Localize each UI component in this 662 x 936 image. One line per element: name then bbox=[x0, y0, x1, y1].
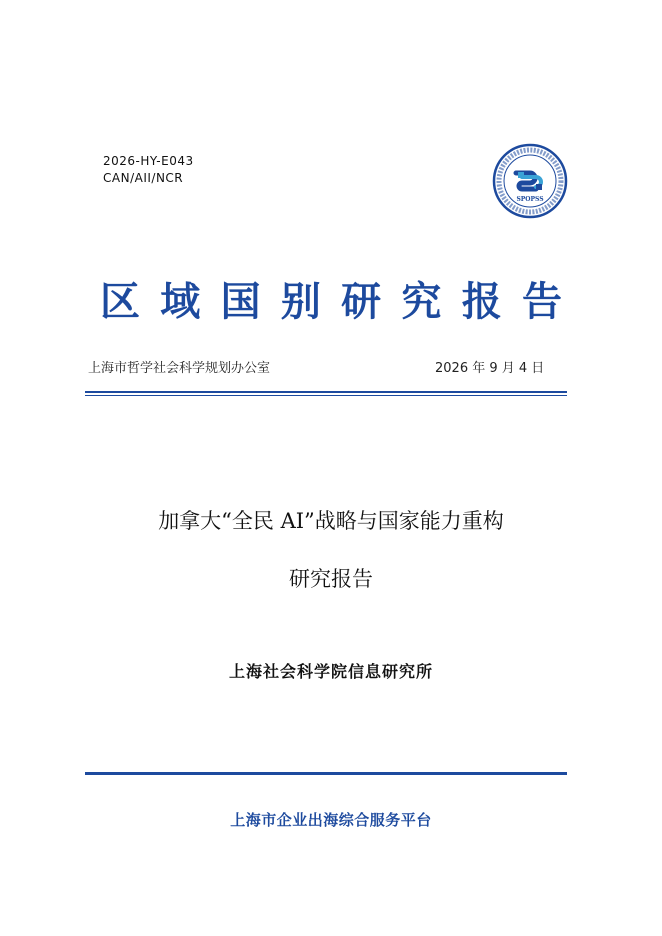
series-title-char: 别 bbox=[280, 278, 321, 325]
publish-date: 2026 年 9 月 4 日 bbox=[435, 361, 545, 376]
series-title-char: 告 bbox=[521, 278, 562, 325]
issuer: 上海市哲学社会科学规划办公室 bbox=[88, 361, 271, 376]
header-divider-thin bbox=[85, 395, 567, 396]
report-codes bbox=[103, 153, 194, 187]
series-title-char: 究 bbox=[401, 278, 442, 325]
series-title-char: 研 bbox=[341, 278, 382, 325]
spopss-logo bbox=[492, 143, 568, 219]
header-divider bbox=[85, 391, 567, 393]
classification-code: CAN/AII/NCR bbox=[103, 171, 184, 185]
series-title-char: 报 bbox=[461, 278, 502, 325]
series-title-char: 国 bbox=[220, 278, 261, 325]
footer-divider bbox=[85, 772, 567, 775]
logo-text: SPOPSS bbox=[516, 196, 544, 203]
report-code: 2026-HY-E043 bbox=[103, 154, 194, 168]
author-institution: 上海社会科学院信息研究所 bbox=[228, 662, 433, 681]
series-title-char: 区 bbox=[100, 278, 140, 325]
report-title-line2: 研究报告 bbox=[289, 567, 373, 591]
platform-name: 上海市企业出海综合服务平台 bbox=[230, 811, 432, 829]
series-title-char: 域 bbox=[160, 278, 201, 325]
series-title bbox=[100, 272, 562, 332]
report-title: 加拿大“全民 AI”战略与国家能力重构 bbox=[158, 509, 504, 533]
